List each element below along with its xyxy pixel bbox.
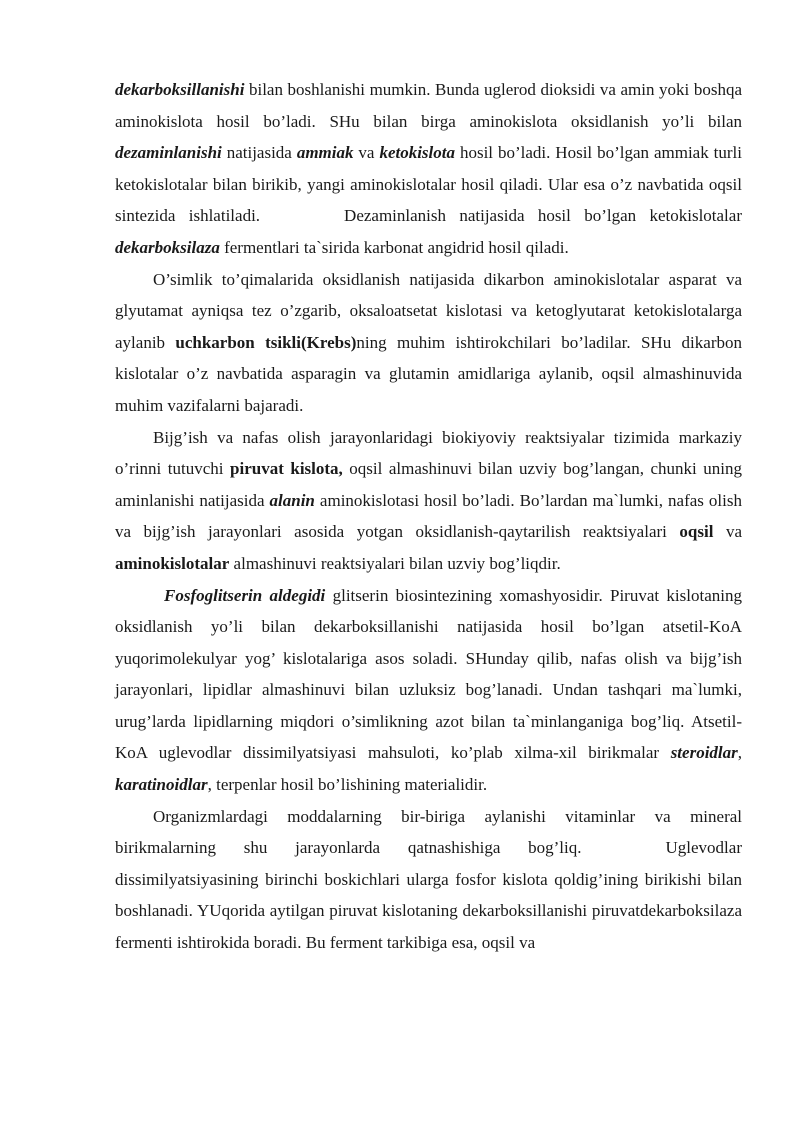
text-run: Uglevodlar dissimilyatsiyasining birinchi boskichlari ularga fosfor kislota qoldig’ining birikishi bilan boshlanadi. YUqorida aytilgan piruvat kislotaning dekarboksillanishi piruvatdekarboksilaza fermenti ishtirokida boradi. Bu ferment tarkibiga esa, oqsil va (115, 838, 742, 953)
paragraph-4 (115, 580, 742, 801)
text-run: va (713, 522, 742, 542)
paragraph-3 (115, 422, 742, 580)
text-run: ning muhim ishtirokchilari bo’ladilar. SHu dikarbon kislotalar o’z navbatida asparagin va glutamin amidlariga aylanib, oqsil almashinuvida muhim vazifalarni bajaradi. (115, 332, 742, 415)
text-run: natijasida (221, 143, 297, 163)
text-run: Organizmlardagi moddalarning bir-biriga aylanishi vitaminlar va mineral birikmalarning shu jarayonlarda qatnashishiga bog’liq. (115, 806, 742, 858)
text-run: fermentlari ta`sirida karbonat angidrid hosil qiladi. (219, 237, 569, 257)
term-piruvat-kislota: piruvat kislota, (230, 459, 343, 479)
text-run: Dezaminlanish natijasida hosil bo’lgan ketokislotalar (344, 206, 742, 226)
text-run: hosil bo’ladi. Hosil bo’lgan ammiak turli ketokislotalar bilan birikib, yangi aminokislotalar hosil qiladi. Ular esa o’z navbatida oqsil sintezida ishlatiladi. (115, 143, 743, 226)
term-dezaminlanishi: dezaminlanishi (115, 143, 222, 163)
text-run: O’simlik to’qimalarida oksidlanish natijasida dikarbon aminokislotalar asparat va glyutamat ayniqsa tez o’zgarib, oksaloatsetat kislotasi va ketoglyutarat ketokislotalarga aylanib (115, 269, 742, 352)
term-steroidlar: steroidlar (670, 743, 738, 763)
text-run: almashinuvi reaktsiyalari bilan uzviy bog’liqdir. (229, 553, 561, 573)
text-run: aminokislotasi hosil bo’ladi. Bo’lardan ma`lumki, nafas olish va bijg’ish jarayonlari asosida yotgan oksidlanish-qaytarilish reaktsiyalari (115, 490, 742, 542)
document-page (115, 74, 742, 959)
term-karatinoidlar: karatinoidlar (115, 775, 208, 795)
term-oqsil: oqsil (679, 522, 714, 542)
paragraph-1 (115, 74, 742, 264)
text-run: bilan boshlanishi mumkin. Bunda uglerod dioksidi va amin yoki boshqa aminokislota hosil bo’ladi. SHu bilan birga aminokislota oksidlanish yo’li bilan (115, 80, 742, 131)
text-run: glitserin biosintezining xomashyosidir. Piruvat kislotaning oksidlanish yo’li bilan dekarboksillanishi natijasida hosil bo’lgan atsetil-KoA yuqorimolekulyar yog’ kislotalariga asos soladi. SHunday qilib, nafas olish va bijg’ish jarayonlari, lipidlar almashinuvi bilan uzluksiz bog’lanadi. Undan tashqari ma`lumki, urug’larda lipidlarning miqdori o’simlikning azot bilan ta`minlanganiga bog’liq. Atsetil-KoA uglevodlar dissimilyatsiyasi mahsuloti, ko’plab xilma-xil birikmalar (115, 585, 742, 763)
term-ketokislota: ketokislota (379, 143, 455, 163)
term-fosfoglitserin-aldegidi: Fosfoglitserin aldegidi (164, 585, 326, 605)
term-aminokislotalar: aminokislotalar (115, 553, 230, 573)
paragraph-2 (115, 264, 742, 422)
text-run: Bijg’ish va nafas olish jarayonlaridagi biokiyoviy reaktsiyalar tizimida markaziy o’rinni tutuvchi (115, 427, 742, 479)
term-ammiak: ammiak (296, 143, 354, 163)
text-run: , terpenlar hosil bo’lishining materialidir. (207, 775, 488, 795)
term-dekarboksilaza: dekarboksilaza (115, 237, 220, 257)
term-dekarboksillanishi: dekarboksillanishi (115, 80, 245, 99)
term-alanin: alanin (269, 490, 315, 510)
text-run: va (353, 143, 380, 163)
paragraph-5 (115, 801, 742, 959)
text-run: , (737, 743, 742, 763)
term-krebs-cycle: uchkarbon tsikli(Krebs) (175, 332, 357, 352)
text-run: oqsil almashinuvi bilan uzviy bog’langan, chunki uning aminlanishi natijasida (115, 459, 743, 510)
